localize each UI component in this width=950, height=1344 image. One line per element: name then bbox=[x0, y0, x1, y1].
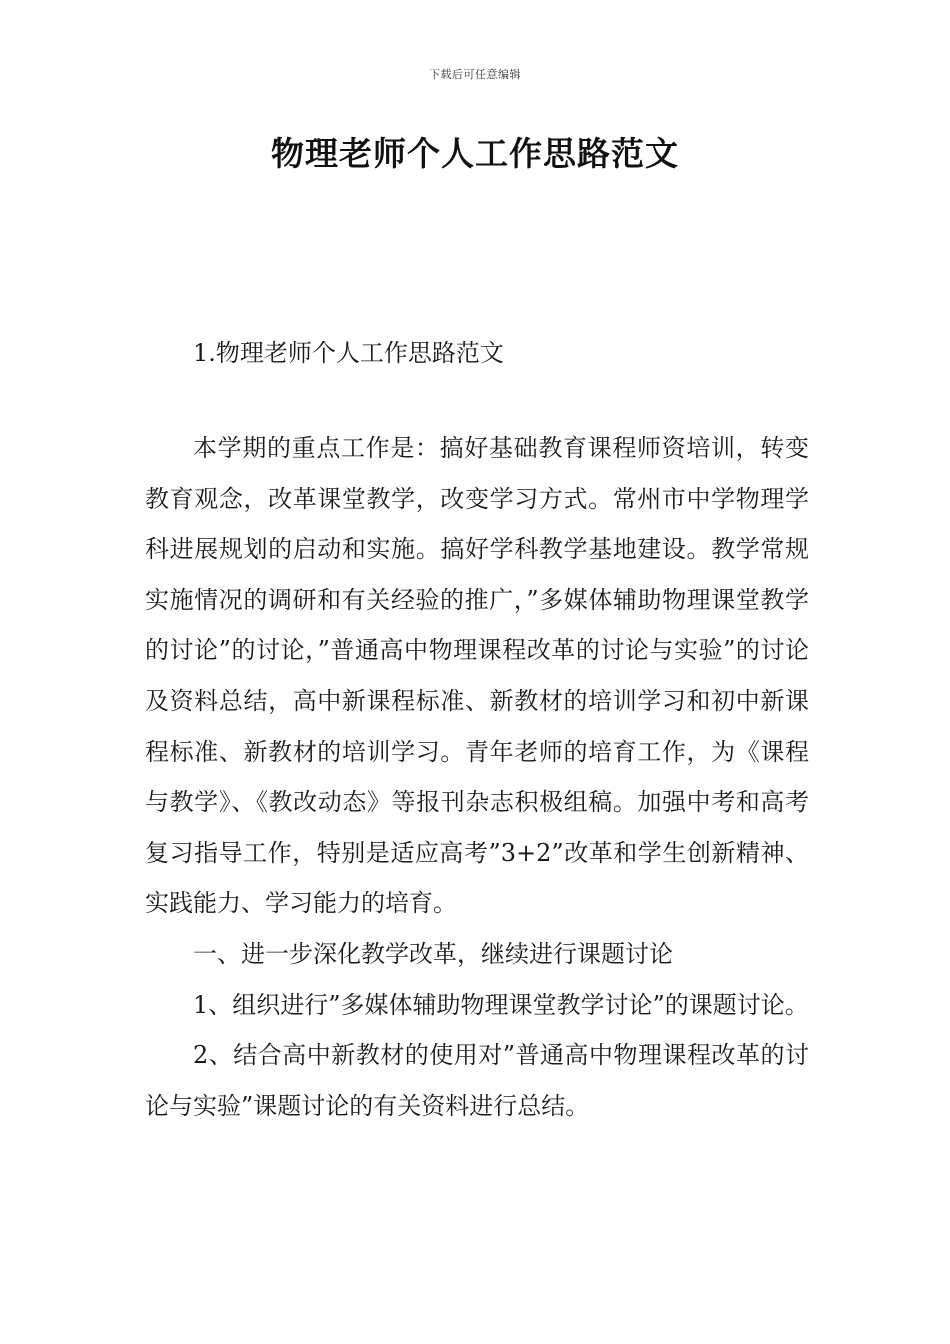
paragraph-intro: 本学期的重点工作是：搞好基础教育课程师资培训，转变教育观念，改革课堂教学，改变学习方式。常州市中学物理学科进展规划的启动和实施。搞好学科教学基地建设。教学常规实施情况的调研和有关经验的推广，”多媒体辅助物理课堂教学的讨论”的讨论，”普通高中物理课程改革的讨论与实验”的讨论及资料总结，高中新课程标准、新教材的培训学习和初中新课程标准、新教材的培训学习。青年老师的培育工作，为《课程与教学》、《教改动态》等报刊杂志积极组稿。加强中考和高考复习指导工作，特别是适应高考”3+2”改革和学生创新精神、实践能力、学习能力的培育。 bbox=[145, 434, 809, 918]
paragraph-item-one: 1、组织进行”多媒体辅助物理课堂教学讨论”的课题讨论。 bbox=[193, 990, 809, 1019]
section-subheading: 1.物理老师个人工作思路范文 bbox=[193, 339, 504, 367]
document-title: 物理老师个人工作思路范文 bbox=[271, 134, 679, 173]
paragraph-item-two: 2、结合高中新教材的使用对”普通高中物理课程改革的讨论与实验”课题讨论的有关资料进行总结。 bbox=[145, 1041, 809, 1120]
header-note: 下载后可任意编辑 bbox=[429, 68, 521, 81]
paragraph-section-one-heading: 一、进一步深化教学改革，继续进行课题讨论 bbox=[193, 939, 673, 968]
document-body bbox=[145, 423, 809, 1131]
